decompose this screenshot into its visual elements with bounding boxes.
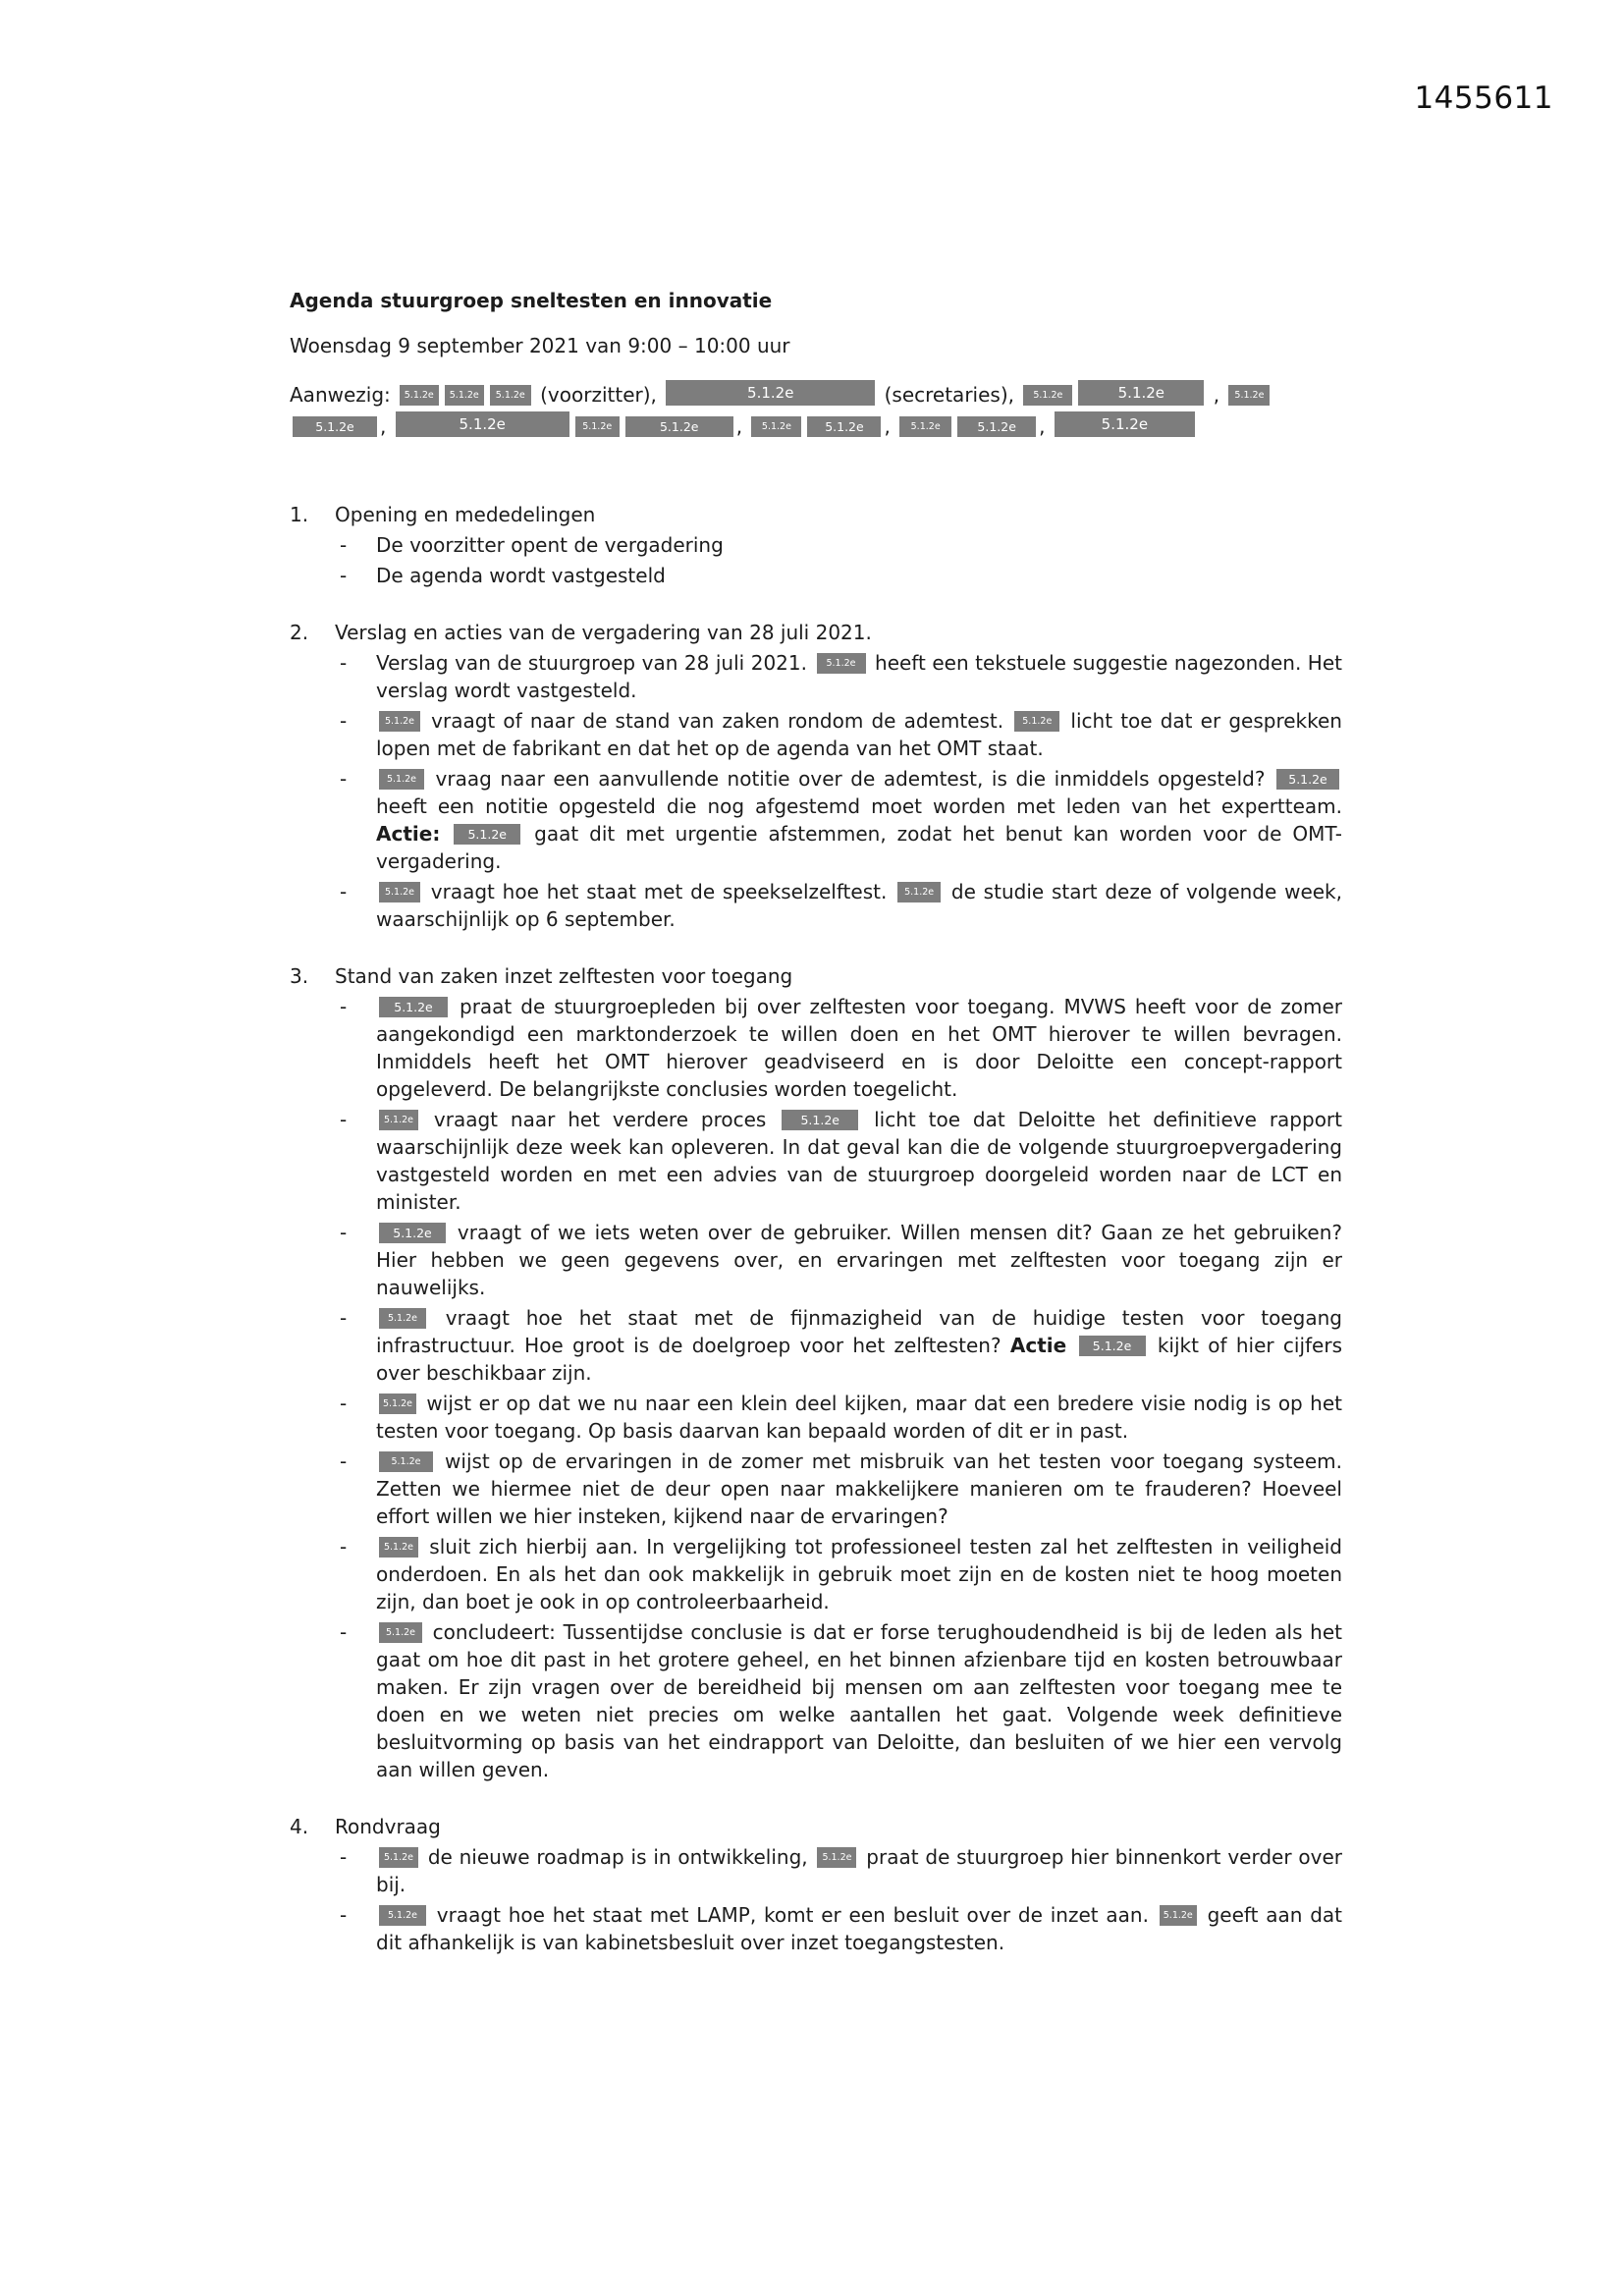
bullet-dash: - [340, 564, 348, 587]
bullet-dash: - [340, 880, 348, 903]
item-number: 3. [290, 964, 309, 988]
text-run: praat de stuurgroepleden bij over zelftesten voor toegang. MVWS heeft voor de zomer aangekondigd een marktonderzoek te willen doen en het OMT hierover te willen bevragen. Inmiddels heeft het OMT hierover geadviseerd en is door Deloitte een concept-rapport opgeleverd. De belangrijkste conclusies worden toegelicht. [376, 995, 1342, 1101]
bullet-item [335, 1618, 1342, 1783]
bullet-dash: - [340, 1306, 348, 1330]
text-run [440, 822, 451, 846]
item-number: 2. [290, 621, 309, 644]
text-run: heeft een notitie opgesteld die nog afgestemd moet worden met leden van het expertteam. [376, 794, 1342, 818]
attendees-block [290, 379, 1342, 442]
redaction-box: 5.1.2e [751, 416, 801, 437]
redaction-box: 5.1.2e [899, 416, 951, 437]
bullet-item [335, 531, 1342, 559]
bullet-item [335, 1390, 1342, 1445]
bullet-item [335, 1533, 1342, 1615]
agenda-item [290, 501, 1342, 589]
text-run: de studie start deze of volgende week, waarschijnlijk op 6 september. [376, 880, 1342, 931]
redaction-box: 5.1.2e [817, 1847, 856, 1868]
text-run: , [1207, 383, 1226, 407]
item-body [335, 619, 1342, 933]
bullet-dash: - [340, 1903, 348, 1927]
redaction-box: 5.1.2e [293, 416, 377, 437]
agenda-item [290, 1813, 1342, 1956]
text-run: De agenda wordt vastgesteld [376, 564, 666, 587]
bullet-text [376, 1533, 1342, 1615]
bullet-dash: - [340, 533, 348, 557]
redaction-box: 5.1.2e [1023, 385, 1072, 406]
redaction-box: 5.1.2e [1160, 1905, 1197, 1926]
text-run: vraagt of we iets weten over de gebruiker. Willen mensen dit? Gaan ze het gebruiken? Hier hebben we geen gegevens over, en ervaringen met zelftesten voor toegang zijn er nauwelijks. [376, 1221, 1342, 1299]
redaction-box: 5.1.2e [379, 997, 448, 1017]
document-content [290, 287, 1342, 1986]
bullet-text [376, 1901, 1342, 1956]
text-run: wijst op de ervaringen in de zomer met misbruik van het testen voor toegang systeem. Zetten we hiermee niet de deur open naar makkelijkere manieren om te frauderen? Hoeveel effort willen we hier insteken, kijkend naar de ervaringen? [376, 1449, 1342, 1528]
document-number: 1455611 [1414, 81, 1553, 116]
text-run: kijkt of hier cijfers over beschikbaar zijn. [376, 1334, 1342, 1385]
bullet-item [335, 765, 1342, 875]
attendees-line [290, 410, 1342, 442]
redaction-box: 5.1.2e [379, 1905, 426, 1926]
item-title: Stand van zaken inzet zelftesten voor toegang [335, 964, 793, 988]
document-title: Agenda stuurgroep sneltesten en innovatie [290, 289, 773, 312]
item-body [335, 962, 1342, 1783]
agenda-item [290, 619, 1342, 933]
redaction-box: 5.1.2e [625, 416, 733, 437]
redaction-box: 5.1.2e [575, 416, 620, 437]
text-run: sluit zich hierbij aan. In vergelijking tot professioneel testen zal het zelftesten in veiligheid onderdoen. En als het dan ook makkelijk in gebruik moet zijn en de kosten niet te hoog moeten zijn, dan boet je ook in op controleerbaarheid. [376, 1535, 1342, 1613]
bullet-dash: - [340, 709, 348, 733]
redaction-box: 5.1.2e [454, 824, 520, 845]
bold-text-run: Actie [1009, 1334, 1067, 1357]
redaction-box: 5.1.2e [490, 385, 531, 406]
attendees-line [290, 379, 1342, 410]
text-run: , [1039, 414, 1052, 438]
meeting-datetime: Woensdag 9 september 2021 van 9:00 – 10:00 uur [290, 334, 790, 357]
bullet-dash: - [340, 1845, 348, 1869]
text-run: concludeert: Tussentijdse conclusie is dat er forse terughoudendheid is bij de leden als het gaat om hoe dit past in het grotere geheel, en het binnen afzienbare tijd en kosten betrouwbaar maken. Er zijn vragen over de bereidheid bij mensen om aan zelftesten voor toegang mee te doen en we weten niet precies om welke aantallen het gaat. Volgende week definitieve besluitvorming op basis van het eindrapport van Deloitte, dan besluiten of we hier een vervolg aan willen geven. [376, 1620, 1342, 1781]
bullet-dash: - [340, 1620, 348, 1644]
agenda-item [290, 962, 1342, 1783]
text-run: vraagt naar het verdere proces [421, 1108, 780, 1131]
bullet-dash: - [340, 1392, 348, 1415]
redaction-box: 5.1.2e [1014, 711, 1059, 732]
text-run: Verslag van de stuurgroep van 28 juli 2021. [376, 651, 814, 675]
bullet-item [335, 878, 1342, 933]
text-run: (secretaries), [878, 383, 1021, 407]
text-run: vraagt hoe het staat met de speekselzelftest. [423, 880, 895, 903]
attendees-label: Aanwezig: [290, 383, 391, 407]
text-run: praat de stuurgroep hier binnenkort verder over bij. [376, 1845, 1342, 1896]
redaction-box: 5.1.2e [379, 882, 420, 902]
agenda-list [290, 501, 1342, 1956]
redaction-box: 5.1.2e [807, 416, 881, 437]
item-title: Opening en mededelingen [335, 503, 596, 526]
redaction-box: 5.1.2e [379, 769, 424, 790]
bullet-text [376, 765, 1342, 875]
bullet-text [376, 993, 1342, 1103]
text-run: vraagt hoe het staat met LAMP, komt er een besluit over de inzet aan. [429, 1903, 1157, 1927]
redaction-box: 5.1.2e [379, 1308, 426, 1329]
redaction-box: 5.1.2e [1276, 769, 1339, 790]
redaction-box: 5.1.2e [1078, 380, 1204, 406]
bullet-item [335, 707, 1342, 762]
redaction-box: 5.1.2e [666, 380, 875, 406]
item-number: 4. [290, 1815, 309, 1838]
bullet-item [335, 1304, 1342, 1387]
redaction-box: 5.1.2e [379, 1394, 416, 1414]
bullet-dash: - [340, 651, 348, 675]
bullet-text [376, 1448, 1342, 1530]
bullet-item [335, 993, 1342, 1103]
text-run: licht toe dat er gesprekken lopen met de fabrikant en dat het op de agenda van het OMT staat. [376, 709, 1342, 760]
bullet-text [376, 1304, 1342, 1387]
bullet-dash: - [340, 995, 348, 1018]
text-run: gaat dit met urgentie afstemmen, zodat het benut kan worden voor de OMT-vergadering. [376, 822, 1343, 873]
text-run: , [735, 414, 749, 438]
bullet-text [376, 649, 1342, 704]
text-run: wijst er op dat we nu naar een klein deel kijken, maar dat een bredere visie nodig is op het testen voor toegang. Op basis daarvan kan bepaald worden of dit er in past. [376, 1392, 1342, 1443]
redaction-box: 5.1.2e [379, 1622, 422, 1643]
text-run: licht toe dat Deloitte het definitieve rapport waarschijnlijk deze week kan opleveren. In dat geval kan die de volgende stuurgroepvergadering vastgesteld worden en met een advies van de stuurgroep doorgeleid worden naar de LCT en minister. [376, 1108, 1342, 1214]
bullet-dash: - [340, 767, 348, 791]
bullet-dash: - [340, 1449, 348, 1473]
redaction-box: 5.1.2e [396, 411, 569, 437]
text-run: heeft een tekstuele suggestie nagezonden. Het verslag wordt vastgesteld. [376, 651, 1342, 702]
redaction-box: 5.1.2e [400, 385, 439, 406]
redaction-box: 5.1.2e [379, 711, 420, 732]
bullet-text [376, 707, 1342, 762]
item-body [335, 501, 1342, 589]
text-run: (voorzitter), [533, 383, 664, 407]
bullet-text [376, 1390, 1342, 1445]
redaction-box: 5.1.2e [957, 416, 1036, 437]
redaction-box: 5.1.2e [1055, 411, 1195, 437]
bullet-dash: - [340, 1108, 348, 1131]
bullet-item [335, 1901, 1342, 1956]
item-title: Rondvraag [335, 1815, 441, 1838]
redaction-box: 5.1.2e [897, 882, 941, 902]
redaction-box: 5.1.2e [1228, 385, 1270, 406]
bullet-text [376, 1618, 1342, 1783]
item-body [335, 1813, 1342, 1956]
bullet-item [335, 649, 1342, 704]
bullet-dash: - [340, 1535, 348, 1558]
redaction-box: 5.1.2e [379, 1223, 446, 1243]
redaction-box: 5.1.2e [782, 1110, 858, 1130]
redaction-box: 5.1.2e [817, 653, 866, 674]
text-run [1066, 1334, 1075, 1357]
redaction-box: 5.1.2e [379, 1847, 418, 1868]
redaction-box: 5.1.2e [1079, 1336, 1146, 1356]
bullet-item [335, 1843, 1342, 1898]
item-number: 1. [290, 503, 309, 526]
redaction-box: 5.1.2e [379, 1451, 433, 1472]
redaction-box: 5.1.2e [379, 1110, 418, 1130]
text-run: vraagt of naar de stand van zaken rondom de ademtest. [423, 709, 1012, 733]
bullet-text [376, 878, 1342, 933]
bullet-text [376, 1106, 1342, 1216]
text-run: De voorzitter opent de vergadering [376, 533, 724, 557]
bullet-dash: - [340, 1221, 348, 1244]
text-run: geeft aan dat dit afhankelijk is van kabinetsbesluit over inzet toegangstesten. [376, 1903, 1343, 1954]
text-run: de nieuwe roadmap is in ontwikkeling, [421, 1845, 815, 1869]
redaction-box: 5.1.2e [445, 385, 484, 406]
bullet-item [335, 1448, 1342, 1530]
text-run: , [380, 414, 393, 438]
text-run: , [884, 414, 897, 438]
item-title: Verslag en acties van de vergadering van 28 juli 2021. [335, 621, 872, 644]
bullet-text [376, 562, 1342, 589]
bullet-text [376, 1843, 1342, 1898]
text-run: vraag naar een aanvullende notitie over de ademtest, is die inmiddels opgesteld? [427, 767, 1273, 791]
bullet-text [376, 531, 1342, 559]
bullet-item [335, 562, 1342, 589]
bold-text-run: Actie: [376, 822, 441, 846]
bullet-text [376, 1219, 1342, 1301]
bullet-item [335, 1106, 1342, 1216]
redaction-box: 5.1.2e [379, 1537, 418, 1558]
text-run: vraagt hoe het staat met de fijnmazigheid van de huidige testen voor toegang infrastructuur. Hoe groot is de doelgroep voor het zelftesten? [376, 1306, 1342, 1357]
bullet-item [335, 1219, 1342, 1301]
